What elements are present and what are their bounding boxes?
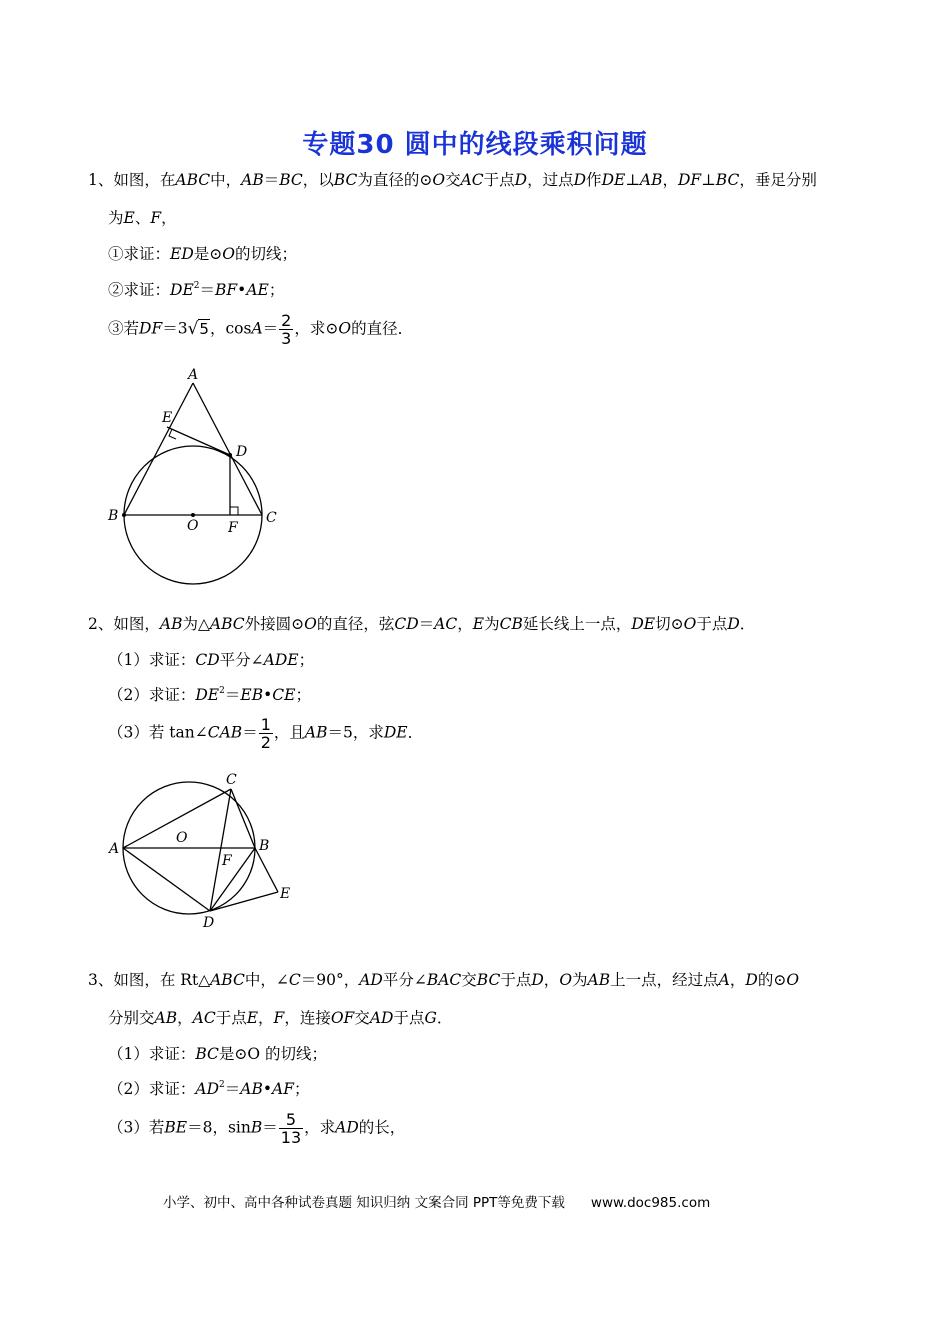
math: CD	[394, 615, 419, 633]
text: ，	[543, 971, 560, 989]
math: D	[745, 971, 758, 989]
text: ⊥	[701, 171, 716, 189]
text: ，求⊙	[294, 319, 339, 338]
footer-text: 小学、初中、高中各种试卷真题 知识归纳 文案合同 PPT等免费下载	[163, 1195, 565, 1211]
math: O	[222, 245, 235, 263]
math: AD	[369, 1009, 394, 1027]
text: ．	[407, 723, 424, 742]
label-e: E	[280, 886, 291, 902]
math: E	[123, 209, 135, 227]
q2-figure	[105, 772, 305, 932]
q3-part2	[108, 1077, 309, 1099]
math: OF	[330, 1009, 355, 1027]
text: （3）若	[108, 1118, 165, 1137]
text: 的⊙	[757, 971, 787, 989]
math: BAC	[426, 971, 462, 989]
text: 是⊙O 的切线；	[218, 1045, 328, 1063]
label-d: D	[236, 444, 248, 460]
q2-part3	[108, 716, 423, 751]
text: ＝	[242, 723, 258, 742]
superscript: 2	[219, 1080, 225, 1090]
math: ABC	[209, 615, 245, 633]
q1-line2	[108, 206, 177, 228]
fraction	[279, 312, 293, 347]
text: 为	[484, 615, 500, 633]
text: ．	[739, 615, 756, 633]
label-c: C	[226, 772, 237, 788]
text: 为	[108, 209, 124, 227]
footer-url[interactable]: www.doc985.com	[590, 1195, 711, 1211]
text: （2）求证：	[108, 1080, 196, 1098]
text: ，且	[273, 723, 305, 742]
point-b	[122, 513, 126, 517]
label-c: C	[266, 510, 277, 526]
sqrt-expression: √5	[187, 318, 209, 339]
math: CD	[195, 651, 220, 669]
fraction	[279, 1111, 303, 1146]
math: E	[246, 1009, 259, 1027]
math: D	[573, 171, 587, 189]
math: D	[514, 171, 528, 189]
text: ①求证：	[108, 245, 171, 263]
label-o: O	[176, 830, 188, 846]
label-a: A	[188, 367, 199, 383]
text: 于点	[393, 1009, 425, 1027]
math: BE	[164, 1118, 188, 1137]
text: 于点	[483, 171, 515, 189]
math: O	[432, 171, 446, 189]
math: B	[250, 1118, 263, 1137]
math: AC	[192, 1009, 216, 1027]
numerator: 1	[260, 715, 271, 734]
math: A	[251, 319, 263, 338]
text: ；	[295, 686, 311, 704]
math: AC	[434, 615, 458, 633]
label-f: F	[222, 853, 232, 869]
label-d: D	[203, 915, 215, 931]
text: ＝	[263, 171, 280, 189]
math: AB	[154, 1009, 178, 1027]
math: DE	[195, 686, 220, 704]
text: 平分∠	[219, 651, 264, 669]
text: ，过点	[527, 171, 574, 189]
text: ③若	[108, 319, 140, 338]
text: ＝	[199, 281, 216, 299]
text: 切⊙	[655, 615, 684, 633]
text: ，	[457, 615, 473, 633]
text: 于点	[215, 1009, 247, 1027]
text: 外接圆⊙	[244, 615, 305, 633]
text: 作	[586, 171, 602, 189]
text: ＝	[262, 319, 279, 338]
text: 交	[445, 171, 461, 189]
math: D	[727, 615, 740, 633]
text: 延长线上一点，	[522, 615, 632, 633]
math: DF	[139, 319, 163, 338]
superscript: 2	[193, 281, 200, 291]
label-b: B	[108, 508, 119, 524]
segment-ac	[193, 383, 262, 515]
text: ＝5，求	[327, 723, 384, 742]
q1-figure	[100, 360, 280, 590]
math: O	[304, 615, 317, 633]
text: 的直径，弦	[316, 615, 395, 633]
numerator: 2	[281, 311, 292, 330]
text: ②求证：	[108, 281, 171, 299]
math: ED	[170, 245, 194, 263]
numerator: 5	[285, 1110, 297, 1129]
segment-cb	[231, 789, 255, 848]
text: 中，∠	[244, 971, 289, 989]
segment-ed	[167, 427, 230, 455]
math: E	[472, 615, 485, 633]
label-e: E	[162, 410, 173, 426]
math: AC	[460, 171, 484, 189]
denominator: 3	[281, 329, 292, 348]
math: BC	[715, 171, 740, 189]
q2-part1	[108, 648, 314, 670]
label-o: O	[187, 518, 199, 534]
math: DE	[601, 171, 626, 189]
math: O	[786, 971, 800, 989]
text: ，连接	[284, 1009, 331, 1027]
text: 交	[461, 971, 477, 989]
math: A	[718, 971, 730, 989]
text: （3）若 tan∠	[108, 723, 208, 742]
q1-line1	[88, 168, 817, 190]
text: 于点	[500, 971, 532, 989]
q2-line1	[88, 612, 755, 634]
math: C	[288, 971, 301, 989]
point-o	[191, 513, 195, 517]
math: AD	[359, 971, 383, 989]
segment-be	[255, 848, 278, 892]
text: 1、如图，在	[88, 171, 176, 189]
math: DE	[383, 723, 408, 742]
math: DE	[631, 615, 656, 633]
text: 的直径．	[351, 319, 414, 338]
superscript: 2	[219, 686, 225, 696]
q2-part2	[108, 683, 311, 705]
q3-line2	[108, 1006, 452, 1028]
math: AB	[304, 723, 328, 742]
text: •	[263, 686, 273, 704]
right-angle-f	[230, 507, 238, 515]
text: （1）求证：	[108, 651, 196, 669]
math: F	[273, 1009, 285, 1027]
math: D	[531, 971, 544, 989]
q1-part2	[108, 278, 284, 300]
text: 为△	[182, 615, 210, 633]
math: CB	[499, 615, 523, 633]
text: ，cos	[209, 319, 252, 338]
text: ；	[268, 281, 285, 299]
math: AE	[246, 281, 269, 299]
text: ；	[298, 651, 315, 669]
label-f: F	[228, 520, 238, 536]
math: DE	[170, 281, 194, 299]
text: ＝	[262, 1118, 278, 1137]
segment-bd	[210, 848, 255, 911]
math: O	[338, 319, 352, 338]
text: ＝	[224, 686, 241, 704]
text: ；	[293, 1080, 310, 1098]
math: AB	[241, 171, 264, 189]
q3-part3	[108, 1111, 405, 1146]
text: （1）求证：	[108, 1045, 196, 1063]
text: ，	[177, 1009, 193, 1027]
math: CAB	[207, 723, 243, 742]
math: CE	[272, 686, 296, 704]
label-b: B	[259, 838, 270, 854]
text: •	[237, 281, 247, 299]
q1-part1	[108, 242, 297, 264]
text: ．	[436, 1009, 453, 1027]
text: 3、如图，在 Rt△	[88, 971, 211, 989]
text: ⊥	[625, 171, 640, 189]
text: 中，	[210, 171, 242, 189]
text: •	[262, 1080, 272, 1098]
footer	[163, 1191, 710, 1211]
text: 、	[134, 209, 151, 227]
text: 2、如图，	[88, 615, 160, 633]
text: 是⊙	[193, 245, 223, 263]
page-title: 专题30 圆中的线段乘积问题	[302, 130, 648, 160]
segment-ab	[124, 383, 193, 515]
math: G	[424, 1009, 437, 1027]
text: 于点	[696, 615, 728, 633]
text: 的长，	[358, 1118, 406, 1137]
radicand: 5	[199, 319, 209, 338]
q3-part1	[108, 1042, 327, 1064]
text: 平分∠	[382, 971, 427, 989]
text: ，	[258, 1009, 274, 1027]
text: ，垂足分别	[739, 171, 817, 189]
text: ＝	[418, 615, 435, 633]
fraction	[259, 716, 273, 751]
math: ADE	[263, 651, 299, 669]
text: ，以	[302, 171, 334, 189]
text: ，求	[304, 1118, 336, 1137]
text: 为直径的⊙	[357, 171, 433, 189]
math: EB	[240, 686, 264, 704]
segment-cd	[210, 789, 231, 911]
segment-de	[210, 892, 278, 911]
math: BC	[279, 171, 303, 189]
text: 上一点，经过点	[610, 971, 719, 989]
math: BC	[333, 171, 358, 189]
text: ＝90°，	[300, 971, 360, 989]
text: ，	[662, 171, 678, 189]
text: 为	[572, 971, 588, 989]
segment-ad	[123, 848, 210, 911]
text: （2）求证：	[108, 686, 196, 704]
text: 交	[354, 1009, 370, 1027]
math: AB	[587, 971, 611, 989]
math: O	[683, 615, 697, 633]
math: AB	[240, 1080, 263, 1098]
point-d	[228, 453, 232, 457]
text: 分别交	[108, 1009, 155, 1027]
math: F	[150, 209, 162, 227]
text: ＝3	[162, 319, 188, 338]
math: AD	[195, 1080, 219, 1098]
math: O	[559, 971, 573, 989]
math: BC	[476, 971, 501, 989]
math: AD	[335, 1118, 359, 1137]
label-a: A	[109, 841, 120, 857]
text: 的切线；	[234, 245, 297, 263]
text: ，	[729, 971, 746, 989]
denominator: 13	[280, 1128, 302, 1147]
text: ＝	[224, 1080, 241, 1098]
text: ，	[161, 209, 177, 227]
math: ABC	[175, 171, 211, 189]
text: ＝8，sin	[187, 1118, 251, 1137]
math: AF	[272, 1080, 294, 1098]
math: ABC	[210, 971, 245, 989]
math: DF	[678, 171, 702, 189]
math: BF	[215, 281, 238, 299]
math: AB	[639, 171, 663, 189]
denominator: 2	[260, 733, 271, 752]
q3-line1	[88, 968, 799, 990]
q1-part3	[108, 312, 413, 347]
math: AB	[159, 615, 183, 633]
math: BC	[195, 1045, 219, 1063]
